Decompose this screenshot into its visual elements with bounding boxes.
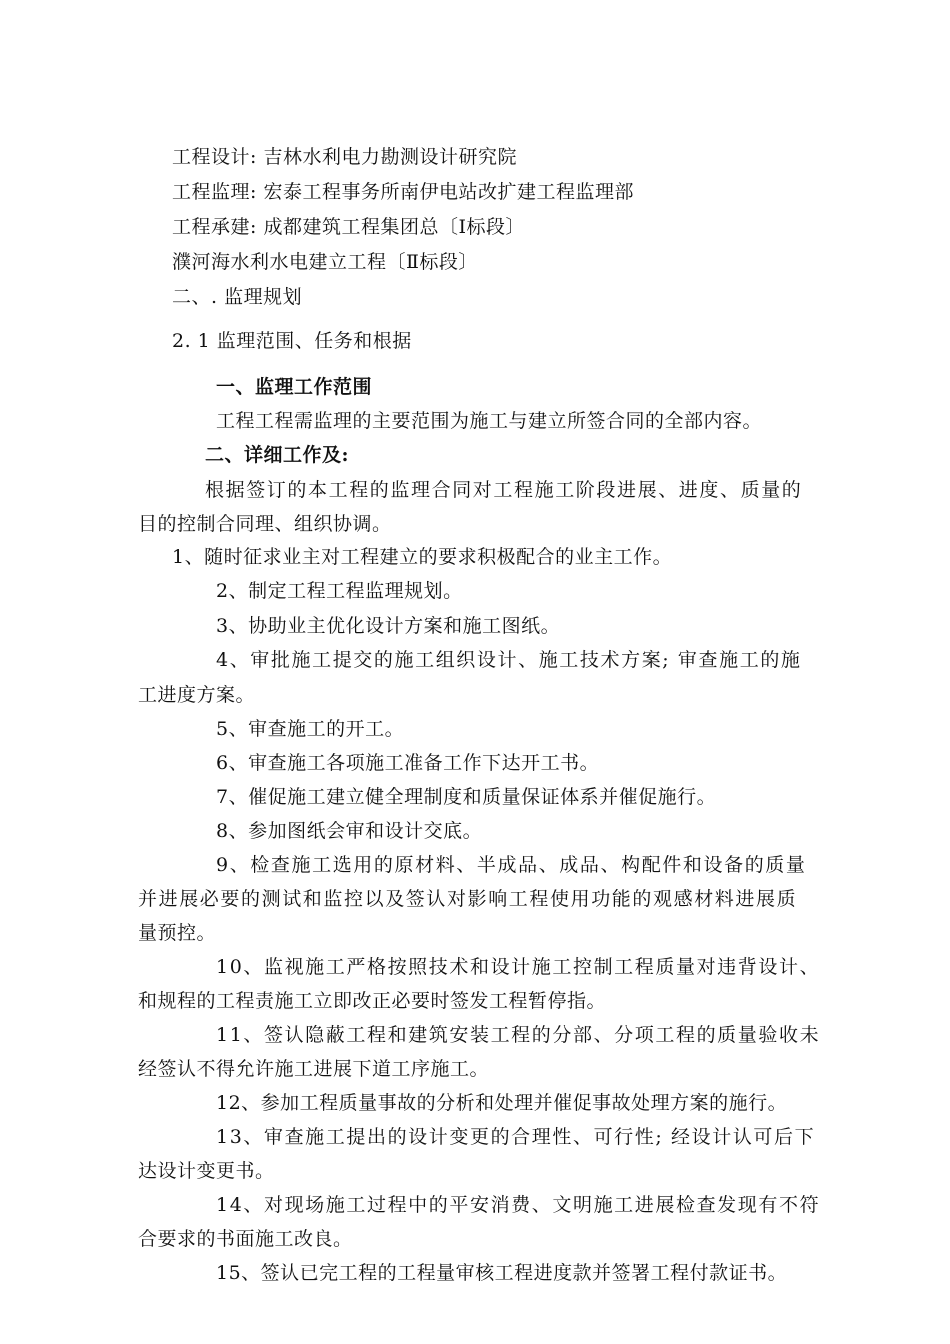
intro-paragraph-line1: 根据签订的本工程的监理合同对工程施工阶段进展、进度、质量的 [205, 479, 803, 501]
list-item-13-line2: 达设计变更书。 [138, 1160, 275, 1182]
list-item-5: 5、审查施工的开工。 [216, 718, 405, 740]
list-item-4-line2: 工进度方案。 [138, 684, 256, 706]
list-item-7: 7、催促施工建立健全理制度和质量保证体系并催促施行。 [216, 786, 717, 808]
list-item-10-line1: 10、监视施工严格按照技术和设计施工控制工程质量对违背设计、 [216, 956, 821, 978]
list-item-12: 12、参加工程质量事故的分析和处理并催促事故处理方案的施行。 [216, 1092, 788, 1114]
list-item-14-line1: 14、对现场施工过程中的平安消费、文明施工进展检查发现有不符 [216, 1194, 821, 1216]
list-item-4-line1: 4、审批施工提交的施工组织设计、施工技术方案; 审查施工的施 [216, 649, 802, 671]
list-item-11-line1: 11、签认隐蔽工程和建筑安装工程的分部、分项工程的质量验收未 [216, 1024, 821, 1046]
list-item-14-line2: 合要求的书面施工改良。 [138, 1228, 353, 1250]
scope-heading: 一、监理工作范围 [216, 376, 373, 398]
list-item-10-line2: 和规程的工程责施工立即改正必要时签发工程暂停指。 [138, 990, 607, 1012]
list-item-2: 2、制定工程工程监理规划。 [216, 580, 463, 602]
subsection-heading: 2. 1 监理范围、任务和根据 [172, 330, 412, 352]
list-item-11-line2: 经签认不得允许施工进展下道工序施工。 [138, 1058, 490, 1080]
scope-text: 工程工程需监理的主要范围为施工与建立所签合同的全部内容。 [216, 410, 763, 432]
project-design-line: 工程设计: 吉林水利电力勘测设计研究院 [172, 146, 517, 168]
intro-paragraph-line2: 目的控制合同理、组织协调。 [138, 513, 392, 535]
project-contractor2-line: 濮河海水利水电建立工程〔Ⅱ标段〕 [172, 251, 478, 273]
list-item-8: 8、参加图纸会审和设计交底。 [216, 820, 483, 842]
project-supervision-line: 工程监理: 宏泰工程事务所南伊电站改扩建工程监理部 [172, 181, 634, 203]
detail-heading: 二、详细工作及: [205, 444, 350, 466]
list-item-15: 15、签认已完工程的工程量审核工程进度款并签署工程付款证书。 [216, 1262, 788, 1284]
list-item-3: 3、协助业主优化设计方案和施工图纸。 [216, 615, 561, 637]
section-title: 二、. 监理规划 [172, 286, 303, 308]
list-item-6: 6、审查施工各项施工准备工作下达开工书。 [216, 752, 600, 774]
list-item-13-line1: 13、审查施工提出的设计变更的合理性、可行性; 经设计认可后下 [216, 1126, 816, 1148]
list-item-9-line2: 并进展必要的测试和监控以及签认对影响工程使用功能的观感材料进展质 [138, 888, 798, 910]
list-item-9-line1: 9、检查施工选用的原材料、半成品、成品、构配件和设备的质量 [216, 854, 807, 876]
list-item-1: 1、随时征求业主对工程建立的要求积极配合的业主工作。 [172, 546, 673, 568]
list-item-9-line3: 量预控。 [138, 922, 217, 944]
project-contractor-line: 工程承建: 成都建筑工程集团总〔Ⅰ标段〕 [172, 216, 525, 238]
